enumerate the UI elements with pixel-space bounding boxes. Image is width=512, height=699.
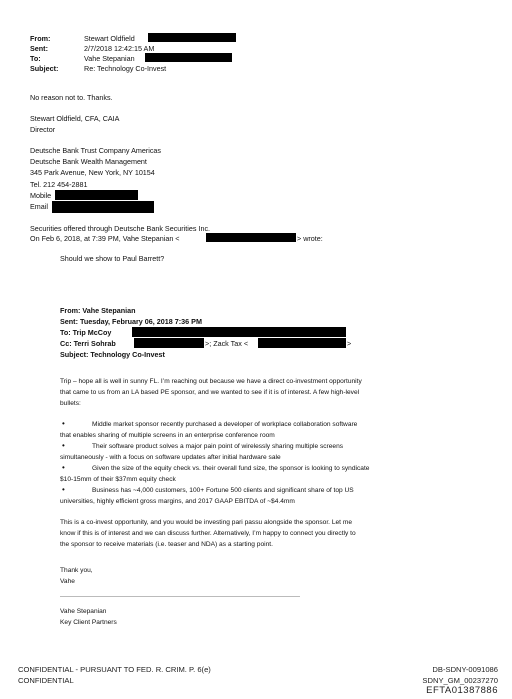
quote-question: Should we show to Paul Barrett? [60,254,165,263]
company-line-1: Deutsche Bank Trust Company Americas [30,146,162,155]
bates-number-1: DB-SDNY-0091086 [432,665,498,674]
company-line-2: Deutsche Bank Wealth Management [30,157,147,166]
tel-line: Tel. 212 454-2881 [30,180,88,189]
to-value: Vahe Stepanian [84,54,135,63]
reply-body: No reason not to. Thanks. [30,93,113,102]
bullet-icon: • [62,463,65,472]
bullet4-line2: universities, highly efficient gross margins, and 2017 GAAP EBITDA of ~$4.4mm [60,498,295,505]
quote-intro-end: > wrote: [297,234,323,243]
subject-label: Subject: [30,64,59,73]
signature-divider [60,596,300,597]
inner-to: To: Trip McCoy [60,328,112,337]
inner-from: From: Vahe Stepanian [60,306,136,315]
confidential-notice: CONFIDENTIAL - PURSUANT TO FED. R. CRIM. P. 6(e) [18,665,211,674]
address-line: 345 Park Avenue, New York, NY 10154 [30,168,155,177]
bullet-icon: • [62,419,65,428]
bullet1-line2: that enables sharing of multiple screens in an enterprise conference room [60,432,275,439]
sent-value: 2/7/2018 12:42:15 AM [84,44,155,53]
bullet-icon: • [62,441,65,450]
para2-line3: the sponsor to receive materials (i.e. teaser and NDA) as a starting point. [60,541,273,548]
bullet3-line2: $10-15mm of their $37mm equity check [60,476,176,483]
redaction-box [206,233,296,242]
para1-line2: that came to us from an LA based PE sponsor, and we wanted to see if it is of interest. A few high-level [60,389,360,396]
thanks-line: Thank you, [60,567,93,574]
redaction-box [258,338,346,348]
disclaimer: Securities offered through Deutsche Bank Securities Inc. [30,224,211,233]
subject-value: Re: Technology Co-Invest [84,64,167,73]
para1-line1: Trip – hope all is well in sunny FL. I’m reaching out because we have a direct co-investment opportunity [60,378,362,385]
efta-number: EFTA01387886 [426,685,498,696]
redaction-box [55,190,138,200]
bullet-icon: • [62,485,65,494]
from-label: From: [30,34,51,43]
inner-subject: Subject: Technology Co-Invest [60,350,165,359]
quote-intro-start: On Feb 6, 2018, at 7:39 PM, Vahe Stepanian < [30,234,180,243]
sig-title: Director [30,125,56,134]
inner-sig-title: Key Client Partners [60,619,117,626]
to-label: To: [30,54,41,63]
redaction-box [52,201,154,213]
bullet1-line1: Middle market sponsor recently purchased a developer of workplace collaboration software [92,421,358,428]
mobile-line: Mobile [30,191,52,200]
bullet4-line1: Business has ~4,000 customers, 100+ Fortune 500 clients and significant share of top US [92,487,354,494]
redaction-box [145,53,232,62]
para1-line3: bullets: [60,400,81,407]
confidential-label: CONFIDENTIAL [18,676,74,685]
inner-sig-name: Vahe Stepanian [60,608,107,615]
redaction-box [134,338,204,348]
para2-line2: know if this is of interest and we can discuss further. Alternatively, I’m happy to connect you directly to [60,530,356,537]
inner-cc-mid: >; Zack Tax < [205,339,249,348]
redaction-box [132,327,346,337]
from-value: Stewart Oldfield [84,34,135,43]
email-line: Email [30,202,48,211]
bullet3-line1: Given the size of the equity check vs. their overall fund size, the sponsor is looking to syndicate [92,465,370,472]
inner-sent: Sent: Tuesday, February 06, 2018 7:36 PM [60,317,202,326]
bullet2-line2: simultaneously - with a focus on software updates after initial hardware sale [60,454,281,461]
sig-name: Stewart Oldfield, CFA, CAIA [30,114,120,123]
inner-cc-start: Cc: Terri Sohrab [60,339,116,348]
signoff-line: Vahe [60,578,75,585]
redaction-box [148,33,236,42]
para2-line1: This is a co-invest opportunity, and you would be investing pari passu alongside the sponsor. Let me [60,519,353,526]
bullet2-line1: Their software product solves a major pain point of wirelessly sharing multiple screens [92,443,344,450]
bates-number-2: SDNY_GM_00237270 [422,676,498,685]
sent-label: Sent: [30,44,48,53]
inner-cc-end: > [347,339,352,348]
